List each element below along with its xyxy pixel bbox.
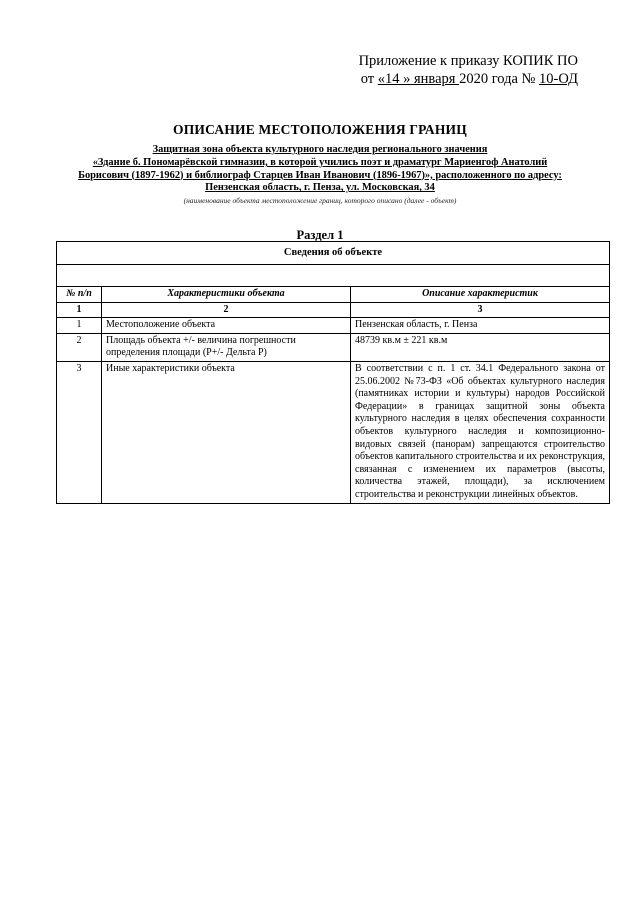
object-name [40, 144, 600, 195]
date-month: января [410, 71, 460, 87]
column-header-description: Описание характеристик [351, 287, 610, 302]
row-characteristic: Местоположение объекта [102, 318, 351, 334]
date-year: 2020 года № [459, 71, 540, 87]
row-description: Пензенская область, г. Пенза [351, 318, 610, 334]
characteristics-table [57, 287, 609, 503]
row-number: 3 [57, 361, 102, 502]
date-day: «14 » [377, 71, 411, 87]
table-row [57, 361, 609, 502]
column-header-characteristic: Характеристики объекта [102, 287, 351, 302]
object-name-line4: Пензенская область, г. Пенза, ул. Московская, 34 [205, 182, 435, 194]
row-number: 1 [57, 318, 102, 334]
row-description: 48739 кв.м ± 221 кв.м [351, 333, 610, 361]
document-title: ОПИСАНИЕ МЕСТОПОЛОЖЕНИЯ ГРАНИЦ [173, 122, 467, 137]
column-number-3: 3 [351, 302, 610, 318]
object-caption: (наименование объекта местоположение границ, которого описано (далее - объект) [183, 196, 457, 205]
appendix-line1: Приложение к приказу КОПИК ПО [358, 53, 578, 69]
row-description: В соответствии с п. 1 ст. 34.1 Федерального закона от 25.06.2002 №73-ФЗ «Об объектах культурного наследия (памятниках истории и культуры) народов Российской Федерации» в границах защитной зоны объекта культурного наследия в целях обеспечения сохранности объектов культурного наследия и композиционно-видовых связей (панорам) запрещаются строительство объектов капитального строительства и их реконструкция, связанная с изменением их параметров (высоты, количества этажей, площади), за исключением строительства и реконструкции линейных объектов. [351, 361, 610, 502]
section-title: Раздел 1 [296, 228, 344, 242]
row-characteristic: Площадь объекта +/- величина погрешности определения площади (P+/- Дельта P) [102, 333, 351, 361]
row-characteristic: Иные характеристики объекта [102, 361, 351, 502]
order-number: 10-ОД [539, 71, 578, 87]
table-row [57, 333, 609, 361]
table-empty-row [57, 265, 609, 287]
object-name-line3: Борисович (1897-1962) и библиограф Старцев Иван Иванович (1896-1967)», расположенного по адресу: [78, 169, 562, 181]
object-name-line1: Защитная зона объекта культурного наследия регионального значения [152, 144, 488, 155]
object-info-table [56, 241, 610, 504]
column-number-row [57, 302, 609, 318]
row-number: 2 [57, 333, 102, 361]
column-number-1: 1 [57, 302, 102, 318]
table-row [57, 318, 609, 334]
object-name-line2: «Здание б. Пономарёвской гимназии, в которой учились поэт и драматург Мариенгоф Анатолий [92, 156, 548, 168]
table-header-row [57, 287, 609, 302]
column-number-2: 2 [102, 302, 351, 318]
appendix-line2 [359, 70, 578, 88]
appendix-header [359, 52, 578, 88]
table-title: Сведения об объекте [57, 242, 609, 265]
column-header-number: № п/п [57, 287, 102, 302]
date-prefix: от [360, 71, 378, 87]
